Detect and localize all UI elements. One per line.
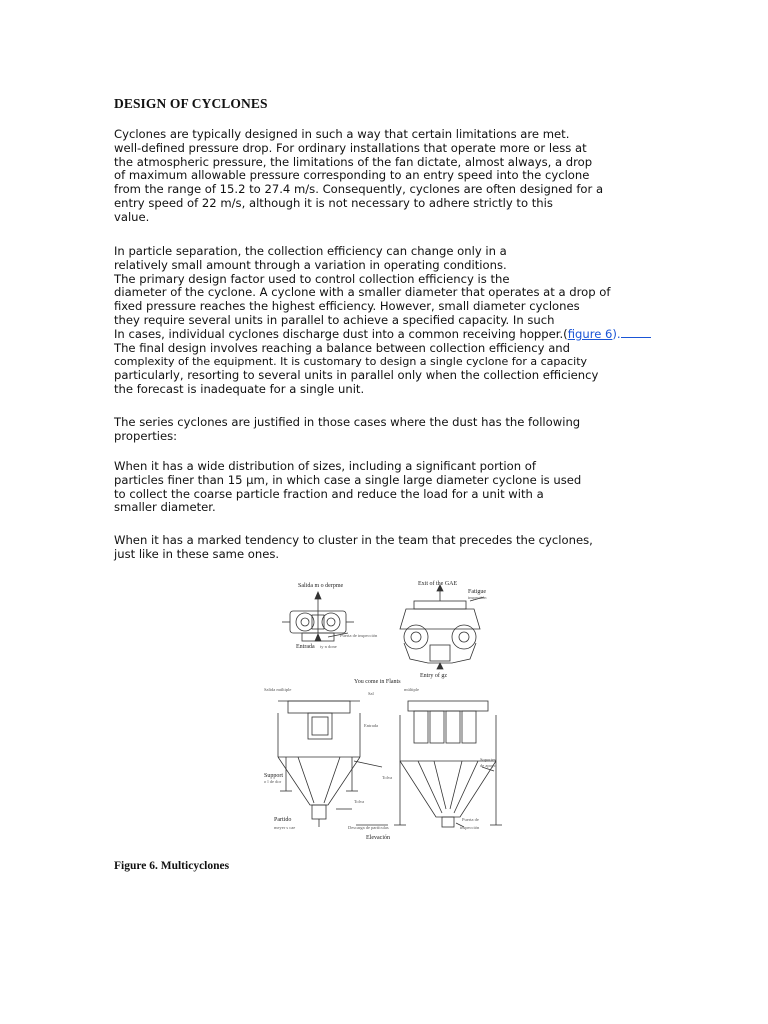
text-line: complexity of the equipment. It is customary to design a single cyclone for a capacity [114,355,588,369]
document-title: DESIGN OF CYCLONES [114,96,268,111]
figure-label: Exit of the GAE [418,581,458,587]
link-underline [621,328,651,338]
text-line [114,328,651,342]
text-line: The primary design factor used to control collection efficiency is the [114,271,510,286]
side-elevation-drawing [278,701,360,827]
text-line: particularly, resorting to several units in parallel only when the collection efficiency [114,368,599,383]
text-line: The series cyclones are justified in those cases where the dust has the following [114,415,581,429]
text-line: In particle separation, the collection efficiency can change only in a [114,244,507,258]
multicyclone-figure [258,577,510,843]
paragraph-3 [114,416,580,444]
text-line: they require several units in parallel to achieve a specified capacity. In such [114,312,555,327]
figure-label: Tolva [354,799,365,804]
text-line: Cyclones are typically designed in such a way that certain limitations are met. [114,127,570,141]
figure-label: Tolva [382,775,393,780]
figure-label: Puerta de inspección [340,633,378,638]
paragraph-2 [114,245,651,397]
text-line: fixed pressure reaches the highest efficiency. However, small diameter cyclones [114,299,580,314]
figure-label: meyer s cae [274,825,296,830]
text-line: relatively small amount through a variation in operating conditions. [114,257,507,272]
text-segment: ). [612,326,621,341]
text-line: value. [114,209,150,224]
figure-label: o l de dor [264,779,282,784]
figure-label: Descarga de partículas [348,825,389,830]
paragraph-4 [114,460,581,515]
figure-label: Puerta de [462,817,479,822]
figure-label: ty n done [320,644,337,649]
text-segment: In cases, individual cyclones discharge dust into a common receiving hopper.( [114,326,568,341]
paragraph-5 [114,534,593,562]
figure-6-link[interactable] [568,327,613,341]
text-line: from the range of 15.2 to 27.4 m/s. Consequently, cyclones are often designed for a [114,182,604,197]
figure-label: Salida múltiple [264,687,292,692]
figure-caption: Figure 6. Multicyclones [114,860,230,872]
figure-label: Support [264,773,284,779]
text-line: the atmospheric pressure, the limitations of the fan dictate, almost always, a drop [114,154,593,169]
text-line: When it has a wide distribution of sizes, including a significant portion of [114,459,536,473]
figure-label: Entrada [296,644,315,650]
link-label: figure 6 [567,326,613,341]
figure-label: Fatigue [468,589,486,595]
figure-label: de apoyo [480,763,497,768]
text-line: well-defined pressure drop. For ordinary installations that operate more or less at [114,140,587,155]
text-line: When it has a marked tendency to cluster in the team that precedes the cyclones, [114,533,593,547]
figure-label: Partido [274,817,292,823]
figure-label: inspection [468,595,487,600]
text-line: diameter of the cyclone. A cyclone with a smaller diameter that operates at a drop of [114,285,611,300]
text-line: entry speed of 22 m/s, although it is not necessary to adhere strictly to this [114,195,553,210]
text-line: smaller diameter. [114,500,216,515]
figure-label: Soportes [480,757,496,762]
text-line: properties: [114,428,178,443]
text-line: The final design involves reaching a balance between collection efficiency and [114,340,571,355]
text-line: just like in these same ones. [114,546,280,561]
text-line: particles finer than 15 µm, in which case a single large diameter cyclone is used [114,472,582,487]
text-line: to collect the coarse particle fraction and reduce the load for a unit with a [114,486,544,501]
figure-label: Sal [368,691,374,696]
figure-label: inspección [460,825,480,830]
figure-label: Entry of gz [420,673,447,679]
figure-label: Elevación [366,835,390,841]
figure-label: You come in Flants [354,679,401,685]
figure-label: Entrada [364,723,378,728]
text-line: the forecast is inadequate for a single unit. [114,381,365,396]
paragraph-1 [114,128,603,225]
figure-label: múltiple [404,687,419,692]
text-line: of maximum allowable pressure corresponding to an entry speed into the cyclone [114,168,590,183]
figure-label: Salida m o derpme [298,583,344,589]
